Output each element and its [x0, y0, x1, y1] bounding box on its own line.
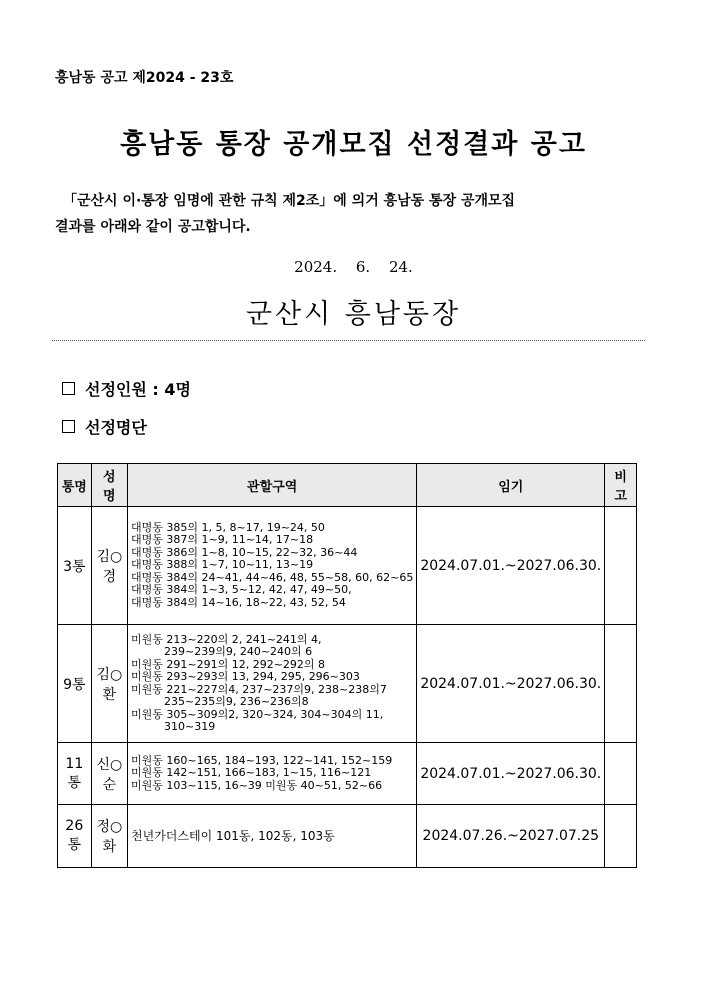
- cell-area: [128, 805, 417, 868]
- area-line: 미원동 103~115, 16~39 미원동 40~51, 52~66: [131, 778, 383, 792]
- table-header-row: [58, 464, 637, 507]
- area-line: 대명동 385의 1, 5, 8~17, 19~24, 50: [131, 520, 325, 534]
- area-line: 대명동 388의 1~7, 10~11, 13~19: [131, 558, 314, 572]
- notice-body: [55, 188, 665, 240]
- checkbox-square-icon: [62, 420, 75, 433]
- notice-body-line-1: 「군산시 이·통장 임명에 관한 규칙 제2조」에 의거 흥남동 통장 공개모집: [63, 193, 516, 209]
- section-selected-list-label: 선정명단: [85, 418, 147, 437]
- cell-note: [605, 805, 637, 868]
- area-line: 대명동 384의 1~3, 5~12, 42, 47, 49~50,: [131, 583, 352, 597]
- area-line: 대명동 386의 1~8, 10~15, 22~32, 36~44: [131, 545, 358, 559]
- cell-term: 2024.07.01.~2027.06.30.: [417, 625, 605, 743]
- section-selected-list: [62, 415, 147, 438]
- area-line: 천년가더스테이 101동, 102동, 103동: [131, 828, 335, 843]
- section-selected-count: [62, 377, 191, 400]
- header-area: 관할구역: [128, 464, 417, 507]
- area-line: 미원동 221~227의4, 237~237의9, 238~238의7: [131, 682, 387, 696]
- selection-table: [57, 463, 637, 868]
- cell-term: 2024.07.26.~2027.07.25: [417, 805, 605, 868]
- area-line: 310~319: [164, 720, 216, 733]
- cell-name: 김○경: [91, 507, 127, 625]
- cell-area: [128, 507, 417, 625]
- dotted-divider: [52, 340, 645, 341]
- cell-term: 2024.07.01.~2027.06.30.: [417, 507, 605, 625]
- section-selected-count-label: 선정인원 : 4명: [85, 380, 191, 399]
- area-line: 미원동 160~165, 184~193, 122~141, 152~159: [131, 753, 393, 767]
- page-title: 흥남동 통장 공개모집 선정결과 공고: [120, 129, 587, 160]
- area-line: 미원동 293~293의 13, 294, 295, 296~303: [131, 670, 360, 683]
- cell-note: [605, 625, 637, 743]
- area-line: 239~239의9, 240~240의 6: [164, 645, 313, 658]
- table-row: [58, 743, 637, 805]
- table-row: [58, 805, 637, 868]
- cell-area: [128, 625, 417, 743]
- table-row: [58, 507, 637, 625]
- issuer-name: 군산시 흥남동장: [245, 299, 462, 330]
- cell-note: [605, 507, 637, 625]
- header-term: 임기: [417, 464, 605, 507]
- area-line: 미원동 291~291의 12, 292~292의 8: [131, 657, 326, 671]
- cell-area: [128, 743, 417, 805]
- notice-body-line-2: 결과를 아래와 같이 공고합니다.: [55, 219, 251, 235]
- area-line: 미원동 142~151, 166~183, 1~15, 116~121: [131, 766, 372, 780]
- area-line: 235~235의9, 236~236의8: [164, 695, 309, 708]
- header-note: 비고: [605, 464, 637, 507]
- cell-ban: 11통: [58, 743, 92, 805]
- area-line: 미원동 305~309의2, 320~324, 304~304의 11,: [131, 707, 384, 721]
- cell-name: 정○화: [91, 805, 127, 868]
- notice-number: 흥남동 공고 제2024 - 23호: [55, 70, 234, 86]
- cell-note: [605, 743, 637, 805]
- area-line: 대명동 384의 14~16, 18~22, 43, 52, 54: [131, 595, 346, 609]
- cell-name: 신○순: [91, 743, 127, 805]
- cell-term: 2024.07.01.~2027.06.30.: [417, 743, 605, 805]
- cell-name: 김○환: [91, 625, 127, 743]
- checkbox-square-icon: [62, 382, 75, 395]
- cell-ban: 9통: [58, 625, 92, 743]
- header-name: 성 명: [91, 464, 127, 507]
- cell-ban: 3통: [58, 507, 92, 625]
- header-ban: 통명: [58, 464, 92, 507]
- cell-ban: 26통: [58, 805, 92, 868]
- area-line: 미원동 213~220의 2, 241~241의 4,: [131, 632, 322, 646]
- notice-date: 2024. 6. 24.: [294, 258, 413, 276]
- area-line: 대명동 384의 24~41, 44~46, 48, 55~58, 60, 62~65: [131, 570, 414, 584]
- area-line: 대명동 387의 1~9, 11~14, 17~18: [131, 533, 314, 547]
- table-row: [58, 625, 637, 743]
